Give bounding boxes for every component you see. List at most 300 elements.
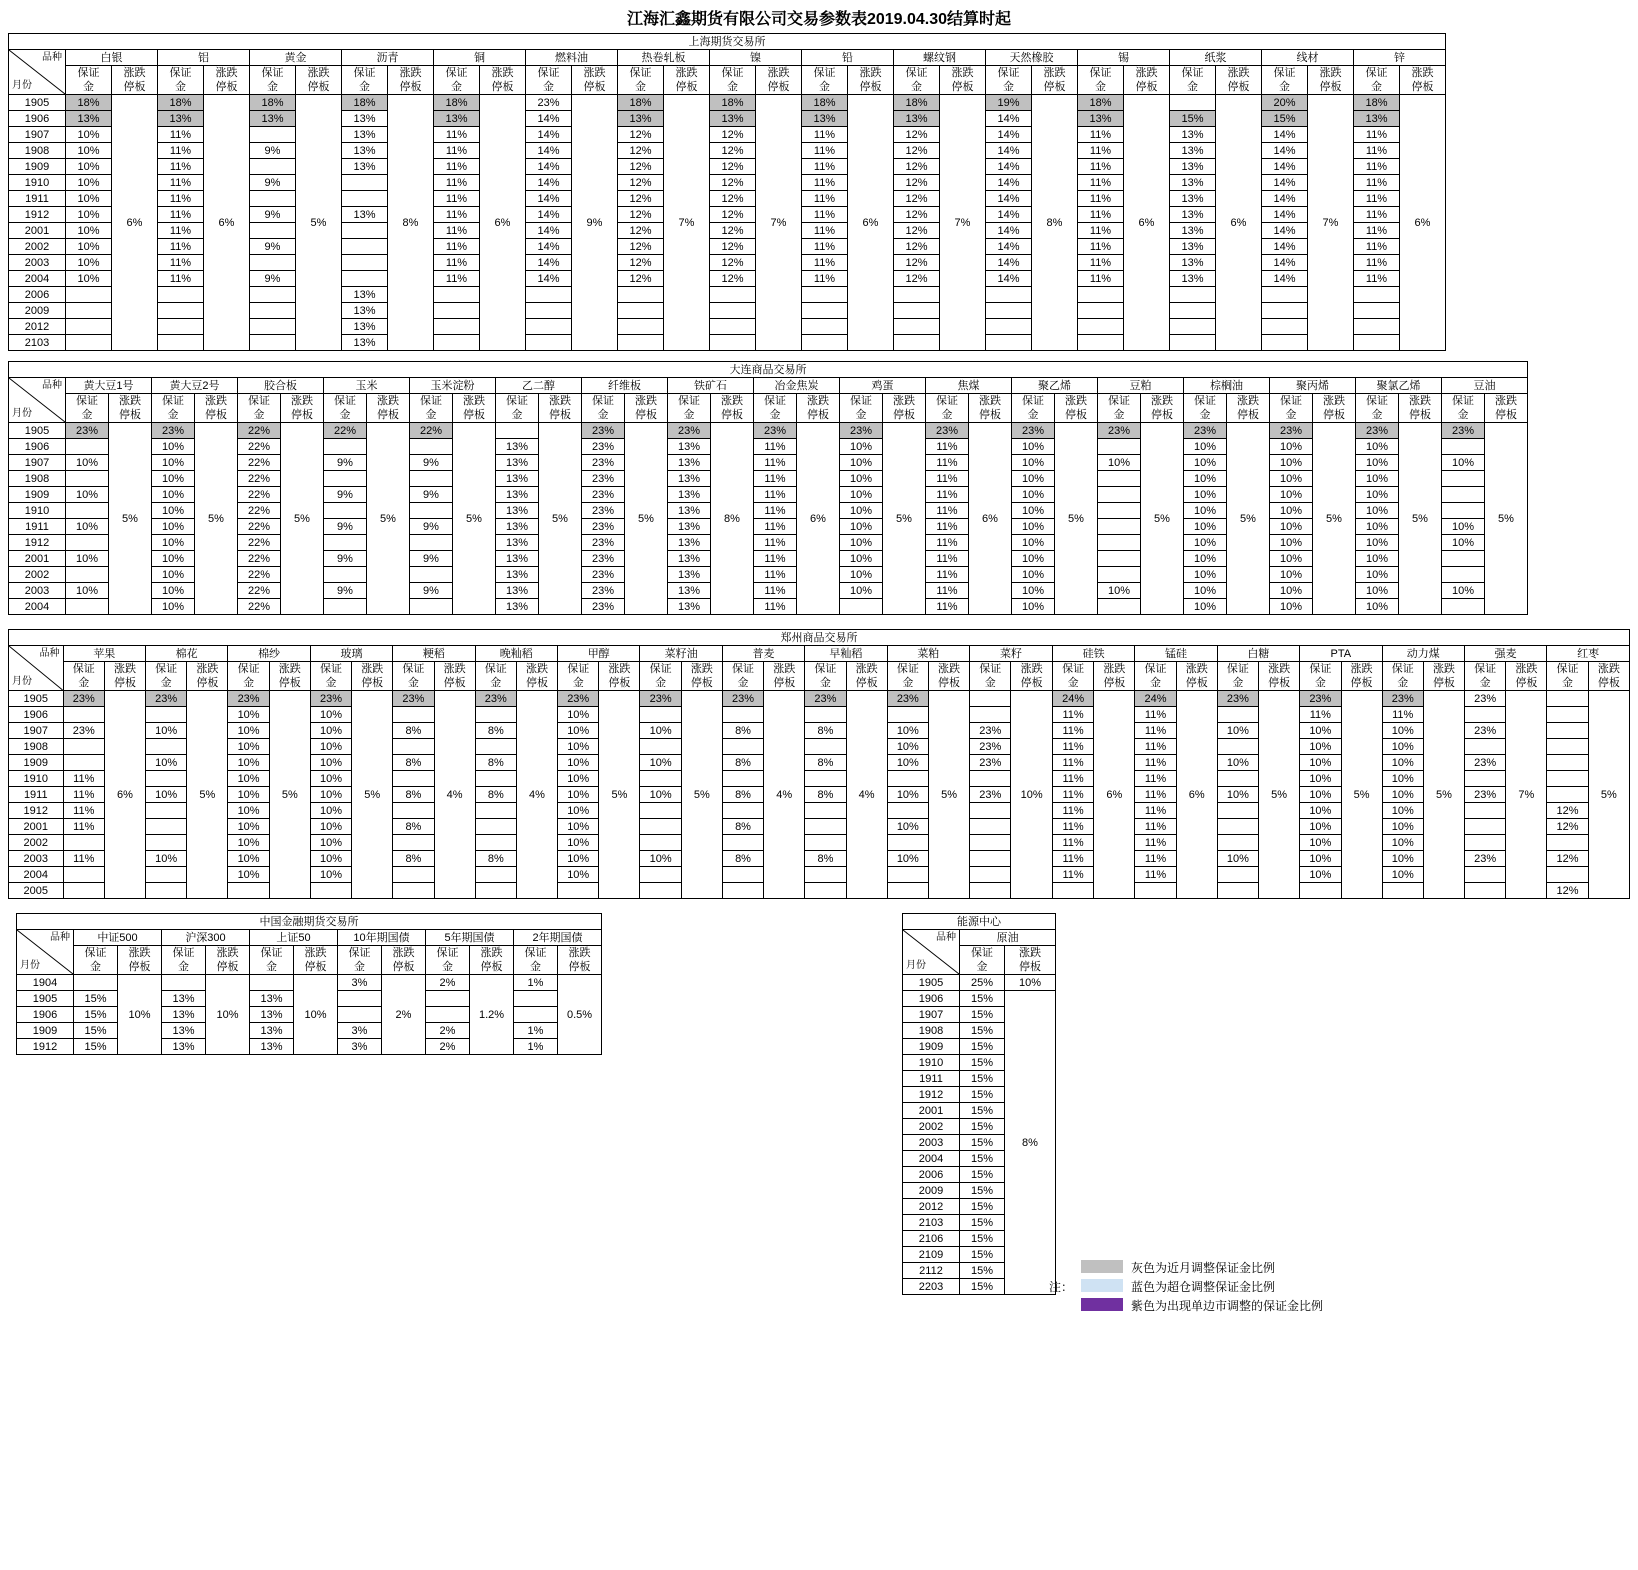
product-name: 强麦 <box>1464 646 1546 662</box>
margin-cell: 10% <box>557 739 598 755</box>
margin-cell <box>496 423 539 439</box>
margin-cell: 10% <box>1012 487 1055 503</box>
margin-cell: 11% <box>1078 159 1124 175</box>
margin-cell <box>434 303 480 319</box>
margin-cell: 10% <box>1270 535 1313 551</box>
margin-cell: 10% <box>1300 867 1341 883</box>
margin-cell: 11% <box>754 471 797 487</box>
margin-cell: 10% <box>310 851 351 867</box>
margin-cell: 10% <box>557 787 598 803</box>
month-cell: 1905 <box>9 691 64 707</box>
margin-cell <box>1135 883 1176 899</box>
margin-cell: 9% <box>324 551 367 567</box>
margin-cell: 10% <box>66 455 109 471</box>
margin-cell: 10% <box>1098 583 1141 599</box>
margin-cell: 22% <box>324 423 367 439</box>
limit-header: 涨跌 停板 <box>187 662 228 691</box>
margin-cell: 10% <box>840 503 883 519</box>
product-name: 沥青 <box>342 50 434 66</box>
legend-text-purple: 紫色为出现单边市调整的保证金比例 <box>1131 1299 1324 1313</box>
month-cell: 1907 <box>903 1007 960 1023</box>
margin-cell <box>1382 883 1423 899</box>
month-cell: 2003 <box>903 1135 960 1151</box>
margin-cell: 10% <box>228 787 269 803</box>
dce-table-holder <box>8 361 1630 615</box>
margin-cell <box>324 503 367 519</box>
product-name: 黄金 <box>250 50 342 66</box>
margin-cell: 13% <box>668 567 711 583</box>
table-row <box>9 819 1630 835</box>
legend-text-gray: 灰色为近月调整保证金比例 <box>1131 1261 1276 1275</box>
margin-cell: 11% <box>434 191 480 207</box>
margin-cell: 18% <box>158 95 204 111</box>
margin-cell: 14% <box>526 191 572 207</box>
margin-cell: 23% <box>1464 755 1505 771</box>
product-name: 聚乙烯 <box>1012 378 1098 394</box>
margin-cell: 23% <box>145 691 186 707</box>
margin-header: 保证 金 <box>393 662 434 691</box>
margin-cell: 11% <box>754 535 797 551</box>
margin-cell: 22% <box>238 551 281 567</box>
margin-cell: 13% <box>1170 191 1216 207</box>
margin-cell: 11% <box>1354 127 1400 143</box>
margin-cell <box>66 439 109 455</box>
margin-cell: 23% <box>582 535 625 551</box>
margin-cell: 10% <box>1217 723 1258 739</box>
margin-cell <box>475 771 516 787</box>
margin-cell: 13% <box>66 111 112 127</box>
limit-header: 涨跌 停板 <box>848 66 894 95</box>
limit-cell: 5% <box>367 423 410 615</box>
limit-header: 涨跌 停板 <box>1176 662 1217 691</box>
margin-cell: 13% <box>710 111 756 127</box>
margin-cell <box>475 867 516 883</box>
margin-cell <box>250 287 296 303</box>
margin-cell: 22% <box>238 471 281 487</box>
limit-cell: 5% <box>195 423 238 615</box>
margin-cell: 11% <box>926 439 969 455</box>
product-name: 5年期国债 <box>426 930 514 946</box>
margin-cell: 14% <box>526 255 572 271</box>
margin-cell <box>1262 335 1308 351</box>
margin-header: 保证 金 <box>1098 394 1141 423</box>
month-cell: 2001 <box>903 1103 960 1119</box>
margin-cell: 11% <box>1052 755 1093 771</box>
shfe-title: 上海期货交易所 <box>9 34 1446 50</box>
product-name: 原油 <box>960 930 1056 946</box>
margin-cell <box>722 867 763 883</box>
margin-cell: 23% <box>970 723 1011 739</box>
margin-cell: 23% <box>840 423 883 439</box>
margin-cell <box>66 303 112 319</box>
margin-cell: 10% <box>840 551 883 567</box>
margin-cell: 11% <box>158 239 204 255</box>
table-row <box>9 851 1630 867</box>
margin-cell: 13% <box>668 487 711 503</box>
margin-cell: 23% <box>152 423 195 439</box>
margin-cell <box>805 707 846 723</box>
margin-cell: 14% <box>986 159 1032 175</box>
margin-cell: 15% <box>960 1055 1005 1071</box>
margin-cell: 13% <box>668 551 711 567</box>
limit-cell: 5% <box>352 691 393 899</box>
margin-cell: 11% <box>1078 175 1124 191</box>
legend <box>1045 1258 1327 1315</box>
margin-cell <box>145 867 186 883</box>
product-name: 鸡蛋 <box>840 378 926 394</box>
margin-cell: 11% <box>1354 175 1400 191</box>
margin-cell: 10% <box>1382 755 1423 771</box>
margin-header: 保证 金 <box>805 662 846 691</box>
margin-header: 保证 金 <box>514 946 558 975</box>
month-cell: 1909 <box>9 755 64 771</box>
margin-cell: 23% <box>640 691 681 707</box>
margin-cell: 14% <box>986 111 1032 127</box>
margin-cell: 13% <box>342 319 388 335</box>
margin-cell: 11% <box>926 503 969 519</box>
limit-header: 涨跌 停板 <box>539 394 582 423</box>
margin-cell <box>640 819 681 835</box>
margin-cell: 10% <box>1012 567 1055 583</box>
margin-cell: 23% <box>310 691 351 707</box>
month-cell: 1907 <box>9 455 66 471</box>
margin-header: 保证 金 <box>158 66 204 95</box>
limit-header: 涨跌 停板 <box>109 394 152 423</box>
limit-header: 涨跌 停板 <box>1506 662 1547 691</box>
month-cell: 1909 <box>17 1023 74 1039</box>
margin-cell: 14% <box>986 271 1032 287</box>
month-cell: 2004 <box>9 867 64 883</box>
margin-cell: 10% <box>310 835 351 851</box>
margin-cell <box>805 739 846 755</box>
month-cell: 1908 <box>9 471 66 487</box>
margin-cell <box>342 175 388 191</box>
limit-header: 涨跌 停板 <box>294 946 338 975</box>
margin-header: 保证 金 <box>582 394 625 423</box>
margin-cell <box>475 803 516 819</box>
margin-cell <box>393 867 434 883</box>
margin-cell: 10% <box>557 867 598 883</box>
limit-header: 涨跌 停板 <box>434 662 475 691</box>
margin-cell: 15% <box>960 1247 1005 1263</box>
limit-header: 涨跌 停板 <box>599 662 640 691</box>
product-name: 冶金焦炭 <box>754 378 840 394</box>
margin-header: 保证 金 <box>162 946 206 975</box>
margin-cell: 22% <box>238 503 281 519</box>
margin-cell: 11% <box>802 271 848 287</box>
margin-cell: 11% <box>802 255 848 271</box>
margin-cell: 10% <box>557 771 598 787</box>
margin-cell: 12% <box>1547 803 1588 819</box>
margin-cell: 10% <box>887 723 928 739</box>
limit-cell: 5% <box>296 95 342 351</box>
margin-cell <box>640 803 681 819</box>
margin-cell <box>1547 707 1588 723</box>
margin-cell: 23% <box>1098 423 1141 439</box>
shfe-table-holder <box>8 33 1630 351</box>
month-cell: 1911 <box>9 191 66 207</box>
margin-header: 保证 金 <box>250 946 294 975</box>
product-name: 中证500 <box>74 930 162 946</box>
legend-swatch-gray <box>1077 1258 1127 1277</box>
margin-cell: 11% <box>1052 851 1093 867</box>
product-name: 10年期国债 <box>338 930 426 946</box>
month-cell: 2001 <box>9 223 66 239</box>
margin-header: 保证 金 <box>640 662 681 691</box>
month-cell: 2004 <box>9 271 66 287</box>
margin-cell <box>475 835 516 851</box>
margin-cell: 10% <box>310 723 351 739</box>
margin-cell <box>805 819 846 835</box>
month-cell: 2112 <box>903 1263 960 1279</box>
legend-swatch-blue <box>1077 1277 1127 1296</box>
margin-cell: 14% <box>526 175 572 191</box>
margin-cell <box>1354 303 1400 319</box>
margin-cell <box>1354 319 1400 335</box>
margin-cell <box>1262 319 1308 335</box>
product-name: 苹果 <box>63 646 145 662</box>
margin-cell <box>145 803 186 819</box>
margin-cell <box>722 739 763 755</box>
margin-cell: 9% <box>324 487 367 503</box>
table-row <box>903 991 1056 1007</box>
month-cell: 2009 <box>9 303 66 319</box>
margin-cell: 10% <box>145 755 186 771</box>
margin-cell: 12% <box>618 175 664 191</box>
margin-cell <box>342 271 388 287</box>
margin-cell: 11% <box>802 207 848 223</box>
margin-cell <box>324 439 367 455</box>
limit-cell: 5% <box>1259 691 1300 899</box>
margin-cell: 20% <box>1262 95 1308 111</box>
margin-cell: 10% <box>1300 835 1341 851</box>
margin-cell: 10% <box>1356 535 1399 551</box>
margin-cell: 13% <box>250 991 294 1007</box>
margin-cell <box>1547 755 1588 771</box>
margin-cell: 12% <box>618 239 664 255</box>
margin-cell <box>66 567 109 583</box>
margin-cell: 13% <box>802 111 848 127</box>
margin-cell: 10% <box>152 535 195 551</box>
margin-cell <box>722 883 763 899</box>
margin-cell: 10% <box>1270 439 1313 455</box>
month-cell: 2003 <box>9 851 64 867</box>
limit-cell: 6% <box>848 95 894 351</box>
margin-cell: 10% <box>1382 787 1423 803</box>
margin-cell: 11% <box>63 787 104 803</box>
margin-cell <box>410 439 453 455</box>
margin-cell: 10% <box>557 819 598 835</box>
margin-cell: 13% <box>668 519 711 535</box>
margin-cell: 13% <box>496 471 539 487</box>
margin-cell: 23% <box>1382 691 1423 707</box>
margin-cell: 10% <box>66 551 109 567</box>
margin-cell: 10% <box>840 471 883 487</box>
margin-cell <box>710 287 756 303</box>
margin-cell <box>1098 599 1141 615</box>
margin-cell: 10% <box>152 487 195 503</box>
margin-cell: 11% <box>1354 239 1400 255</box>
margin-cell <box>618 287 664 303</box>
margin-cell: 10% <box>310 819 351 835</box>
table-row <box>9 803 1630 819</box>
margin-cell <box>887 867 928 883</box>
margin-cell <box>228 883 269 899</box>
margin-cell: 9% <box>410 487 453 503</box>
limit-cell: 9% <box>572 95 618 351</box>
margin-cell: 8% <box>722 819 763 835</box>
margin-cell: 13% <box>434 111 480 127</box>
margin-cell <box>1078 303 1124 319</box>
margin-cell <box>66 535 109 551</box>
margin-cell: 11% <box>1354 159 1400 175</box>
margin-cell: 19% <box>986 95 1032 111</box>
margin-cell: 10% <box>1012 503 1055 519</box>
margin-cell: 14% <box>1262 271 1308 287</box>
margin-header: 保证 金 <box>802 66 848 95</box>
limit-header: 涨跌 停板 <box>352 662 393 691</box>
margin-cell <box>887 771 928 787</box>
margin-cell: 13% <box>250 1039 294 1055</box>
margin-cell: 10% <box>887 755 928 771</box>
margin-cell: 10% <box>310 739 351 755</box>
margin-cell: 10% <box>152 503 195 519</box>
margin-cell: 13% <box>496 519 539 535</box>
margin-cell: 12% <box>1547 883 1588 899</box>
month-cell: 1906 <box>17 1007 74 1023</box>
margin-cell: 10% <box>152 455 195 471</box>
margin-cell: 10% <box>840 455 883 471</box>
margin-cell <box>640 835 681 851</box>
margin-cell: 11% <box>802 239 848 255</box>
margin-cell <box>342 255 388 271</box>
margin-cell: 12% <box>618 207 664 223</box>
margin-cell: 13% <box>1170 255 1216 271</box>
margin-cell: 11% <box>1052 771 1093 787</box>
margin-header: 保证 金 <box>618 66 664 95</box>
margin-cell <box>342 191 388 207</box>
margin-cell: 18% <box>434 95 480 111</box>
margin-cell: 1% <box>514 1039 558 1055</box>
margin-cell: 18% <box>894 95 940 111</box>
margin-cell: 11% <box>1078 255 1124 271</box>
limit-cell: 5% <box>1423 691 1464 899</box>
limit-cell: 5% <box>281 423 324 615</box>
margin-cell <box>1217 707 1258 723</box>
margin-cell: 9% <box>324 583 367 599</box>
margin-cell: 11% <box>754 439 797 455</box>
cffex-title: 中国金融期货交易所 <box>17 914 602 930</box>
margin-cell: 15% <box>960 1039 1005 1055</box>
margin-cell: 13% <box>496 551 539 567</box>
margin-cell: 13% <box>618 111 664 127</box>
margin-cell <box>640 739 681 755</box>
margin-cell: 13% <box>668 471 711 487</box>
limit-cell: 5% <box>269 691 310 899</box>
margin-cell: 10% <box>1382 723 1423 739</box>
margin-cell: 10% <box>228 771 269 787</box>
margin-cell: 10% <box>557 835 598 851</box>
margin-cell <box>1464 867 1505 883</box>
margin-header: 保证 金 <box>1184 394 1227 423</box>
legend-note-label: 注： <box>1049 1280 1074 1294</box>
margin-cell <box>802 319 848 335</box>
product-name: 硅铁 <box>1052 646 1134 662</box>
dce-table <box>8 361 1528 615</box>
margin-header: 保证 金 <box>894 66 940 95</box>
margin-cell: 14% <box>526 271 572 287</box>
margin-cell <box>1262 287 1308 303</box>
margin-header: 保证 金 <box>1012 394 1055 423</box>
limit-header: 涨跌 停板 <box>1141 394 1184 423</box>
margin-cell: 10% <box>228 723 269 739</box>
margin-cell <box>1098 487 1141 503</box>
margin-header: 保证 金 <box>526 66 572 95</box>
month-cell: 1909 <box>9 487 66 503</box>
margin-cell: 10% <box>1012 471 1055 487</box>
margin-cell <box>410 471 453 487</box>
margin-cell: 13% <box>668 503 711 519</box>
margin-cell: 23% <box>582 423 625 439</box>
limit-header: 涨跌 停板 <box>204 66 250 95</box>
margin-cell: 11% <box>754 519 797 535</box>
margin-cell <box>426 991 470 1007</box>
margin-cell: 13% <box>342 335 388 351</box>
margin-cell: 11% <box>434 127 480 143</box>
margin-cell <box>1547 691 1588 707</box>
margin-cell <box>1217 739 1258 755</box>
margin-cell: 10% <box>1270 471 1313 487</box>
margin-cell: 10% <box>1300 739 1341 755</box>
margin-cell: 8% <box>805 851 846 867</box>
margin-cell <box>710 303 756 319</box>
month-cell: 2006 <box>9 287 66 303</box>
margin-cell: 13% <box>1170 223 1216 239</box>
margin-cell: 11% <box>158 175 204 191</box>
margin-cell: 18% <box>1354 95 1400 111</box>
margin-cell: 12% <box>618 127 664 143</box>
margin-cell: 18% <box>342 95 388 111</box>
margin-cell: 12% <box>710 127 756 143</box>
month-cell: 1907 <box>9 723 64 739</box>
margin-cell: 11% <box>1135 803 1176 819</box>
margin-cell: 12% <box>618 255 664 271</box>
margin-cell: 18% <box>1078 95 1124 111</box>
margin-cell <box>970 835 1011 851</box>
margin-cell: 15% <box>1262 111 1308 127</box>
margin-cell: 11% <box>434 239 480 255</box>
margin-cell: 10% <box>557 803 598 819</box>
margin-cell: 13% <box>1078 111 1124 127</box>
margin-cell: 8% <box>475 851 516 867</box>
limit-cell: 7% <box>1506 691 1547 899</box>
margin-cell <box>1078 287 1124 303</box>
limit-cell: 0.5% <box>558 975 602 1055</box>
margin-cell <box>1098 471 1141 487</box>
margin-cell <box>640 883 681 899</box>
limit-cell: 6% <box>480 95 526 351</box>
limit-header: 涨跌 停板 <box>969 394 1012 423</box>
margin-cell <box>710 335 756 351</box>
margin-header: 保证 金 <box>960 946 1005 975</box>
margin-cell: 10% <box>66 223 112 239</box>
margin-cell: 11% <box>802 159 848 175</box>
margin-cell <box>393 835 434 851</box>
margin-cell: 23% <box>887 691 928 707</box>
margin-cell <box>887 883 928 899</box>
margin-header: 保证 金 <box>63 662 104 691</box>
month-cell: 2009 <box>903 1183 960 1199</box>
